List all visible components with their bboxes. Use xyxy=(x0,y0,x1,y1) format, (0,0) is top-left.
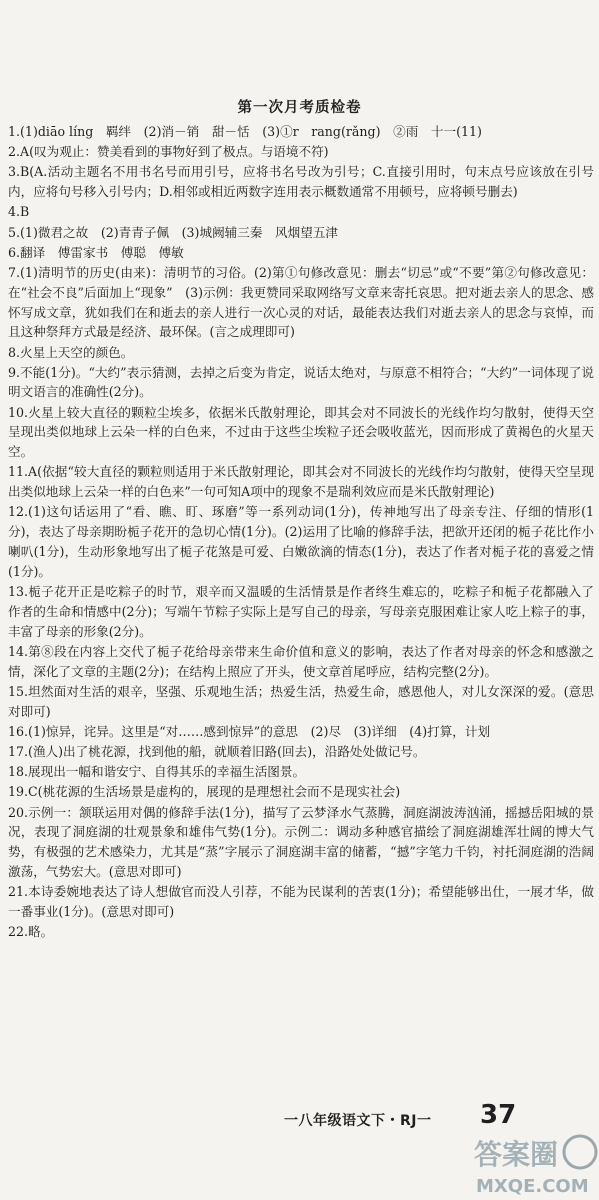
answer-item: 21.本诗委婉地表达了诗人想做官而没人引荐，不能为民谋利的苦衷(1分)；希望能够出仕，一展才华，做一番事业(1分)。(意思对即可) xyxy=(8,884,594,919)
answer-item: 16.(1)惊异，诧异。这里是“对……感到惊异”的意思 (2)尽 (3)详细 (4)打算，计划 xyxy=(8,723,491,739)
watermark-url: MXQE.COM xyxy=(476,1176,589,1197)
watermark-logo xyxy=(470,1132,598,1198)
answer-item: 8.火星上天空的颜色。 xyxy=(8,344,134,360)
answer-item: 14.第⑧段在内容上交代了栀子花给母亲带来生命价值和意义的影响，表达了作者对母亲的怀念和感激之情，深化了文章的主题(2分)；在结构上照应了开头，使文章首尾呼应，结构完整(2分)。 xyxy=(8,643,594,679)
answer-item: 15.坦然面对生活的艰辛，坚强、乐观地生活；热爱生活，热爱生命，感恩他人，对儿女深深的爱。(意思对即可) xyxy=(8,683,594,719)
answer-item: 13.栀子花开正是吃粽子的时节，艰辛而又温暖的生活情景是作者终生难忘的，吃粽子和栀子花都融入了作者的生命和情感中(2分)；写端午节粽子实际上是写自己的母亲，写母亲克服困难让家人吃上粽子的事，丰富了母亲的形象(2分)。 xyxy=(8,584,594,639)
answer-item: 22.略。 xyxy=(8,924,54,940)
page-number: 37 xyxy=(480,1100,517,1130)
answer-item: 7.(1)清明节的历史(由来)：清明节的习俗。(2)第①句修改意见：删去“切忌”或“不要”第②句修改意见：在“社会不良”后面加上“现象” (3)示例：我更赞同采取网络写文章来寄托哀思。把对逝去亲人的思念、感怀写成文章，犹如我们在和逝去的亲人进行一次心灵的对话，最能表达我们对逝去亲人的思念与哀悼，而且这种祭拜方式最是经济、最环保。(言之成理即可) xyxy=(8,264,594,340)
answer-list xyxy=(8,122,594,942)
answer-item: 9.不能(1分)。“大约”表示猜测，去掉之后变为肯定，说话太绝对，与原意不相符合；“大约”一词体现了说明文语言的准确性(2分)。 xyxy=(8,364,594,400)
answer-item: 4.B xyxy=(8,204,30,220)
page-title: 第一次月考质检卷 xyxy=(237,100,362,116)
answer-item: 20.示例一：颔联运用对偶的修辞手法(1分)，描写了云梦泽水气蒸腾，洞庭湖波涛汹涌，摇撼岳阳城的景况，表现了洞庭湖的壮观景象和雄伟气势(1分)。示例二：调动多种感官描绘了洞庭湖雄浑壮阔的博大气势，有极强的艺术感染力，尤其是“蒸”字展示了洞庭湖丰富的储蓄，“撼”字笔力千钧，衬托洞庭湖的浩阔激荡，气势宏大。(意思对即可) xyxy=(8,804,594,879)
answer-item: 19.C(桃花源的生活场景是虚构的，展现的是理想社会而不是现实社会) xyxy=(8,784,401,800)
answer-item: 2.A(叹为观止：赞美看到的事物好到了极点。与语境不符) xyxy=(8,144,329,160)
watermark-text: 答案圈 xyxy=(474,1138,559,1171)
answer-item: 3.B(A.活动主题名不用书名号而用引号，应将书名号改为引号；C.直接引用时，句末点号应该放在引号内，应将句号移入引号内；D.相邻或相近两数字连用表示概数通常不用顿号，应将顿号删去) xyxy=(8,164,594,200)
answer-item: 1.(1)diāo líng 羁绊 (2)消－销 甜－恬 (3)①r rang(rǎng) ②雨 十一(11) xyxy=(8,124,482,139)
answer-item: 12.(1)这句话运用了“看、瞧、盯、琢磨”等一系列动词(1分)，传神地写出了母亲专注、仔细的情形(1分)，表达了母亲期盼栀子花开的急切心情(1分)。(2)运用了比喻的修辞手法，把欲开还闭的栀子花比作小喇叭(1分)，生动形象地写出了栀子花煞是可爱、白嫩欲滴的情态(1分)，表达了作者对栀子花的喜爱之情(1分)。 xyxy=(8,504,594,579)
answer-item: 10.火星上较大直径的颗粒尘埃多，依据米氏散射理论，即其会对不同波长的光线作均匀散射，使得天空呈现出类似地球上云朵一样的白色来，不过由于这些尘埃粒子还会吸收蓝光，因而形成了黄褐色的火星天空。 xyxy=(8,404,594,460)
answer-item: 6.翻译 傅雷家书 傅聪 傅敏 xyxy=(8,244,184,260)
footer-grade-subject: 一八年级语文下・RJ一 xyxy=(284,1113,432,1129)
answer-item: 11.A(依据“较大直径的颗粒则适用于米氏散射理论，即其会对不同波长的光线作均匀散射，使得天空呈现出类似地球上云朵一样的白色来”一句可知A项中的现象不是瑞利效应而是米氏散射理论) xyxy=(8,464,594,500)
answer-item: 17.(渔人)出了桃花源，找到他的船，就顺着旧路(回去)，沿路处处做记号。 xyxy=(8,743,426,759)
answer-item: 18.展现出一幅和谐安宁、自得其乐的幸福生活图景。 xyxy=(8,764,306,780)
answer-item: 5.(1)微君之故 (2)青青子佩 (3)城阙辅三秦 风烟望五津 xyxy=(8,224,339,240)
